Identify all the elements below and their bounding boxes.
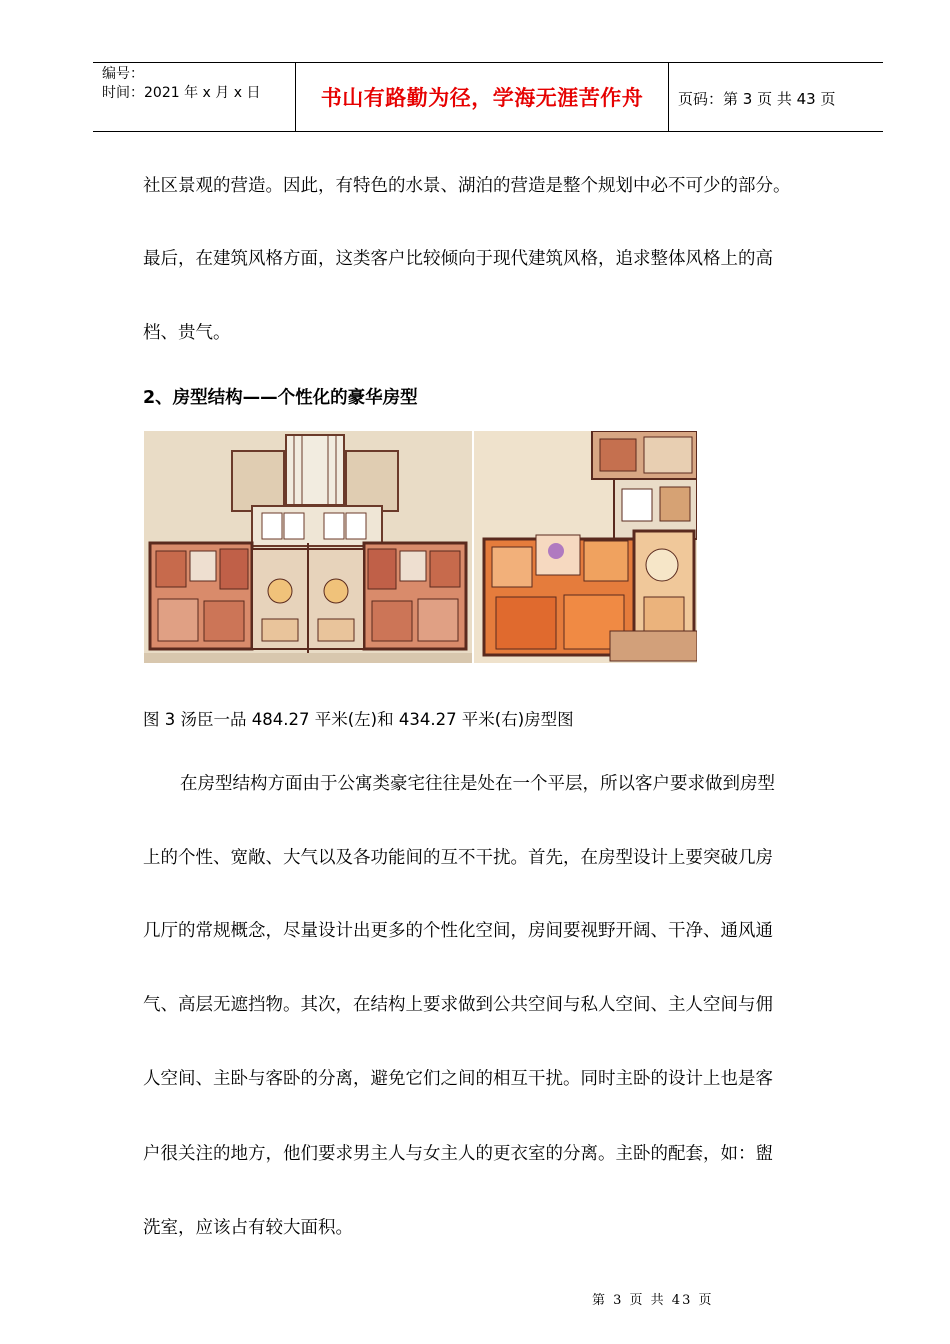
body-line: 档、贵气。 <box>143 323 231 343</box>
body-line: 最后，在建筑风格方面，这类客户比较倾向于现代建筑风格，追求整体风格上的高 <box>143 249 773 269</box>
floor-plan-illustration <box>144 431 697 663</box>
body-line: 户很关注的地方，他们要求男主人与女主人的更衣室的分离。主卧的配套，如：盥 <box>143 1144 773 1164</box>
section-heading: 2、房型结构——个性化的豪华房型 <box>143 388 418 408</box>
body-line: 气、高层无遮挡物。其次，在结构上要求做到公共空间与私人空间、主人空间与佣 <box>143 995 773 1015</box>
body-line: 在房型结构方面由于公寓类豪宅往往是处在一个平层，所以客户要求做到房型 <box>180 774 775 794</box>
header-page-number: 页码：第 3 页 共 43 页 <box>678 90 836 108</box>
figure-caption: 图 3 汤臣一品 484.27 平米(左)和 434.27 平米(右)房型图 <box>143 710 574 729</box>
body-line: 人空间、主卧与客卧的分离，避免它们之间的相互干扰。同时主卧的设计上也是客 <box>143 1069 773 1089</box>
header-motto: 书山有路勤为径，学海无涯苦作舟 <box>320 85 644 110</box>
body-line: 洗室，应该占有较大面积。 <box>143 1218 353 1238</box>
page-footer: 第 3 页 共 43 页 <box>592 1293 714 1308</box>
body-line: 上的个性、宽敞、大气以及各功能间的互不干扰。首先，在房型设计上要突破几房 <box>143 848 773 868</box>
header-meta <box>102 65 260 103</box>
header-divider <box>668 63 669 131</box>
floor-plan-image <box>144 431 697 663</box>
body-line: 社区景观的营造。因此，有特色的水景、湖泊的营造是整个规划中必不可少的部分。 <box>143 176 791 196</box>
document-time-label: 时间：2021 年 x 月 x 日 <box>102 85 261 101</box>
document-number-label: 编号： <box>102 66 144 82</box>
body-line: 几厅的常规概念，尽量设计出更多的个性化空间，房间要视野开阔、干净、通风通 <box>143 921 773 941</box>
page-header <box>93 62 883 132</box>
